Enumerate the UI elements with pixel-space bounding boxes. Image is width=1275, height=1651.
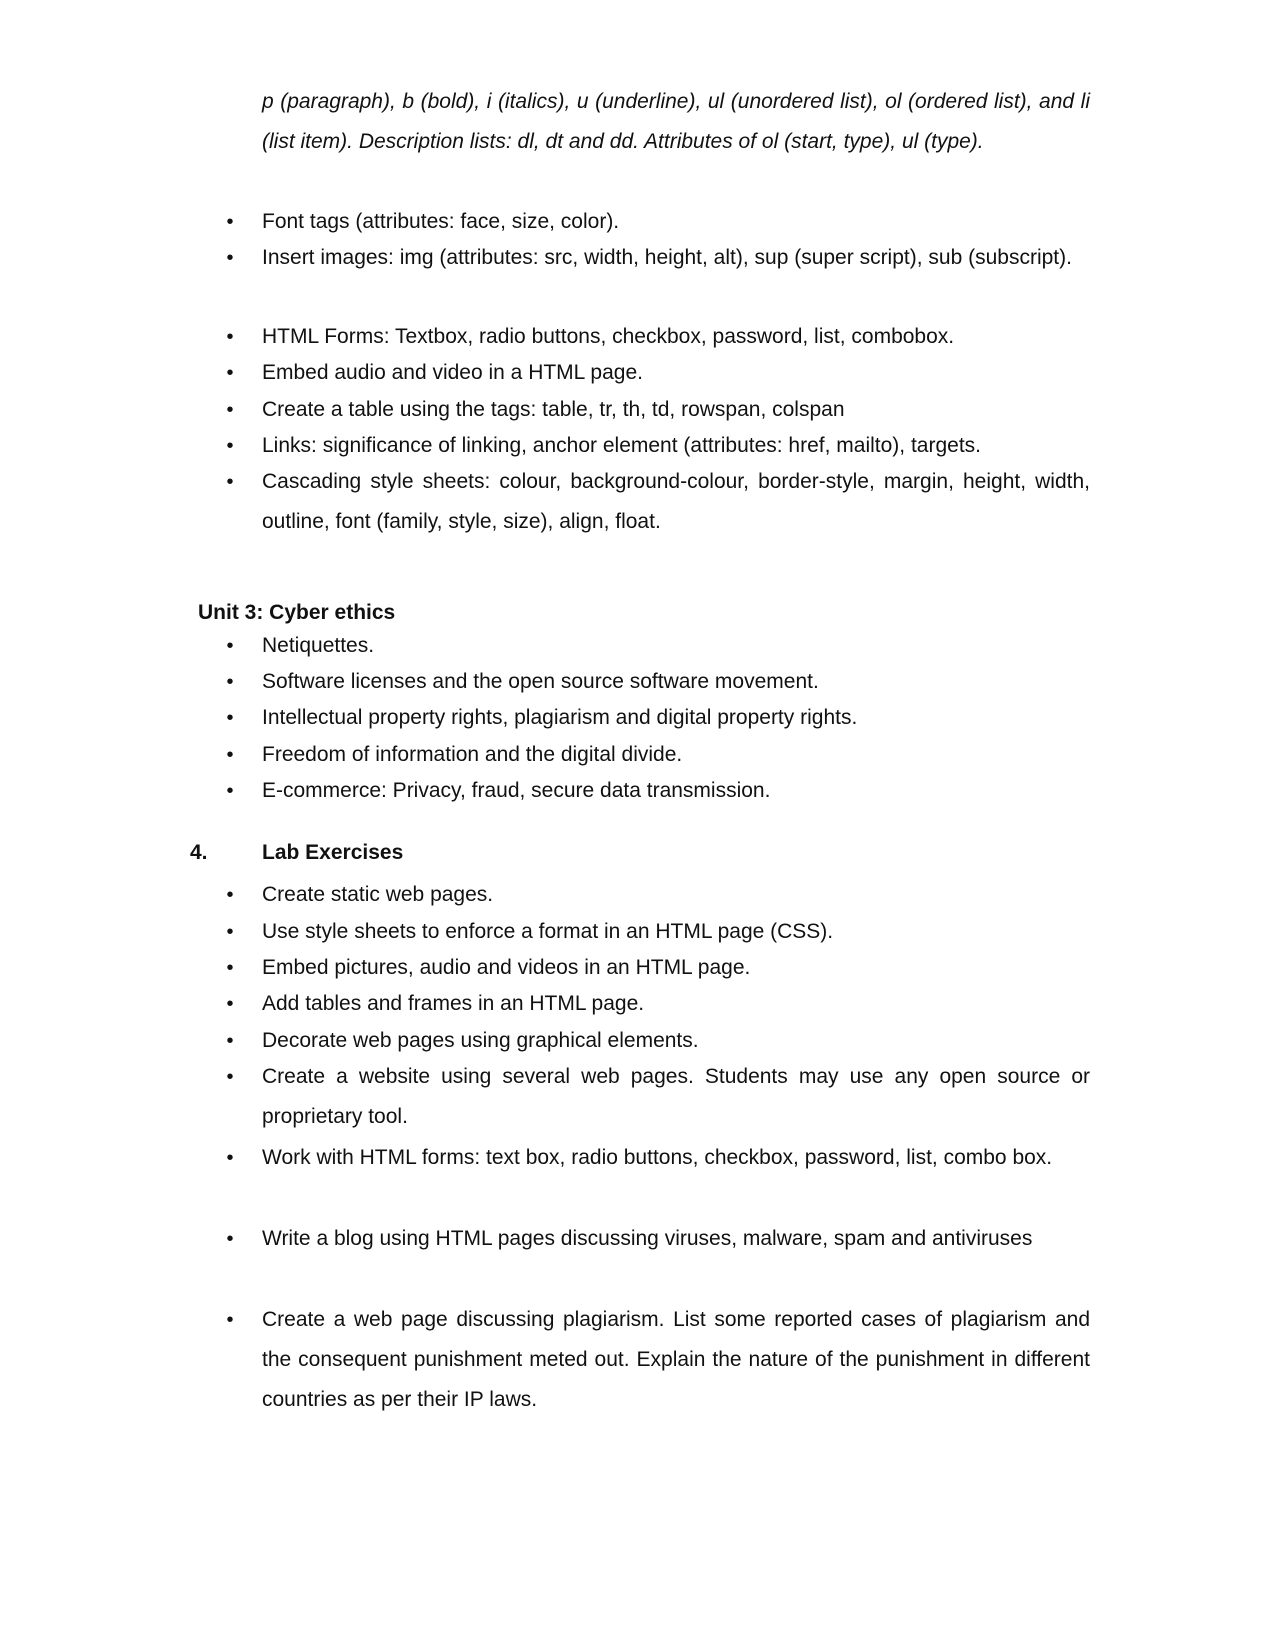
list-item-text: Work with HTML forms: text box, radio buttons, checkbox, password, list, combo box. — [262, 1146, 1053, 1169]
list-item-text: Create a table using the tags: table, tr, th, td, rowspan, colspan — [262, 398, 845, 421]
list-item-text: Embed audio and video in a HTML page. — [262, 361, 643, 384]
bullet-icon: • — [226, 399, 234, 421]
list-item-text: Netiquettes. — [262, 634, 375, 657]
list-item-text: Embed pictures, audio and videos in an HTML page. — [262, 956, 751, 979]
section-number: 4. — [190, 841, 208, 864]
list-item-text: Font tags (attributes: face, size, color). — [262, 210, 620, 233]
continued-paragraph: p (paragraph), b (bold), i (italics), u (underline), ul (unordered list), ol (ordered list), and li (list item). Description lists: dl, dt and dd. Attributes of ol (start, type), ul (type). — [262, 90, 1090, 153]
list-item-text: Create a website using several web pages. Students may use any open source or proprietary tool. — [262, 1065, 1090, 1128]
list-item-text: Create a web page discussing plagiarism. List some reported cases of plagiarism and the consequent punishment meted out. Explain the nature of the punishment in different countries as per their IP laws. — [262, 1308, 1090, 1411]
bullet-icon: • — [226, 211, 234, 233]
list-item-text: E-commerce: Privacy, fraud, secure data transmission. — [262, 779, 771, 802]
bullet-icon: • — [226, 635, 234, 657]
bullet-icon: • — [226, 1228, 234, 1250]
bullet-icon: • — [226, 884, 234, 906]
bullet-icon: • — [226, 247, 234, 269]
bullet-icon: • — [226, 707, 234, 729]
list-item-text: Software licenses and the open source software movement. — [262, 670, 819, 693]
bullet-icon: • — [226, 471, 234, 493]
bullet-icon: • — [226, 1030, 234, 1052]
list-item-text: Links: significance of linking, anchor element (attributes: href, mailto), targets. — [262, 434, 982, 457]
list-item-text: Create static web pages. — [262, 883, 494, 906]
list-item-text: Add tables and frames in an HTML page. — [262, 992, 645, 1015]
list-item-text: Intellectual property rights, plagiarism and digital property rights. — [262, 706, 858, 729]
list-item-text: Decorate web pages using graphical elements. — [262, 1029, 699, 1052]
bullet-icon: • — [226, 671, 234, 693]
bullet-icon: • — [226, 744, 234, 766]
list-item-text: HTML Forms: Textbox, radio buttons, checkbox, password, list, combobox. — [262, 325, 955, 348]
list-item-text: Write a blog using HTML pages discussing viruses, malware, spam and antiviruses — [262, 1227, 1033, 1250]
bullet-icon: • — [226, 1147, 234, 1169]
list-item-text: Use style sheets to enforce a format in an HTML page (CSS). — [262, 920, 834, 943]
bullet-icon: • — [226, 921, 234, 943]
unit3-heading: Unit 3: Cyber ethics — [198, 601, 396, 624]
list-item-text: Insert images: img (attributes: src, width, height, alt), sup (super script), sub (subscript). — [262, 246, 1072, 269]
bullet-icon: • — [226, 1309, 234, 1331]
bullet-icon: • — [226, 1066, 234, 1088]
bullet-icon: • — [226, 362, 234, 384]
section-heading: Lab Exercises — [262, 841, 404, 864]
bullet-icon: • — [226, 780, 234, 802]
list-item-text: Cascading style sheets: colour, background-colour, border-style, margin, height, width, outline, font (family, style, size), align, float. — [262, 470, 1090, 533]
bullet-icon: • — [226, 435, 234, 457]
bullet-icon: • — [226, 957, 234, 979]
list-item-text: Freedom of information and the digital divide. — [262, 743, 683, 766]
bullet-icon: • — [226, 993, 234, 1015]
bullet-icon: • — [226, 326, 234, 348]
